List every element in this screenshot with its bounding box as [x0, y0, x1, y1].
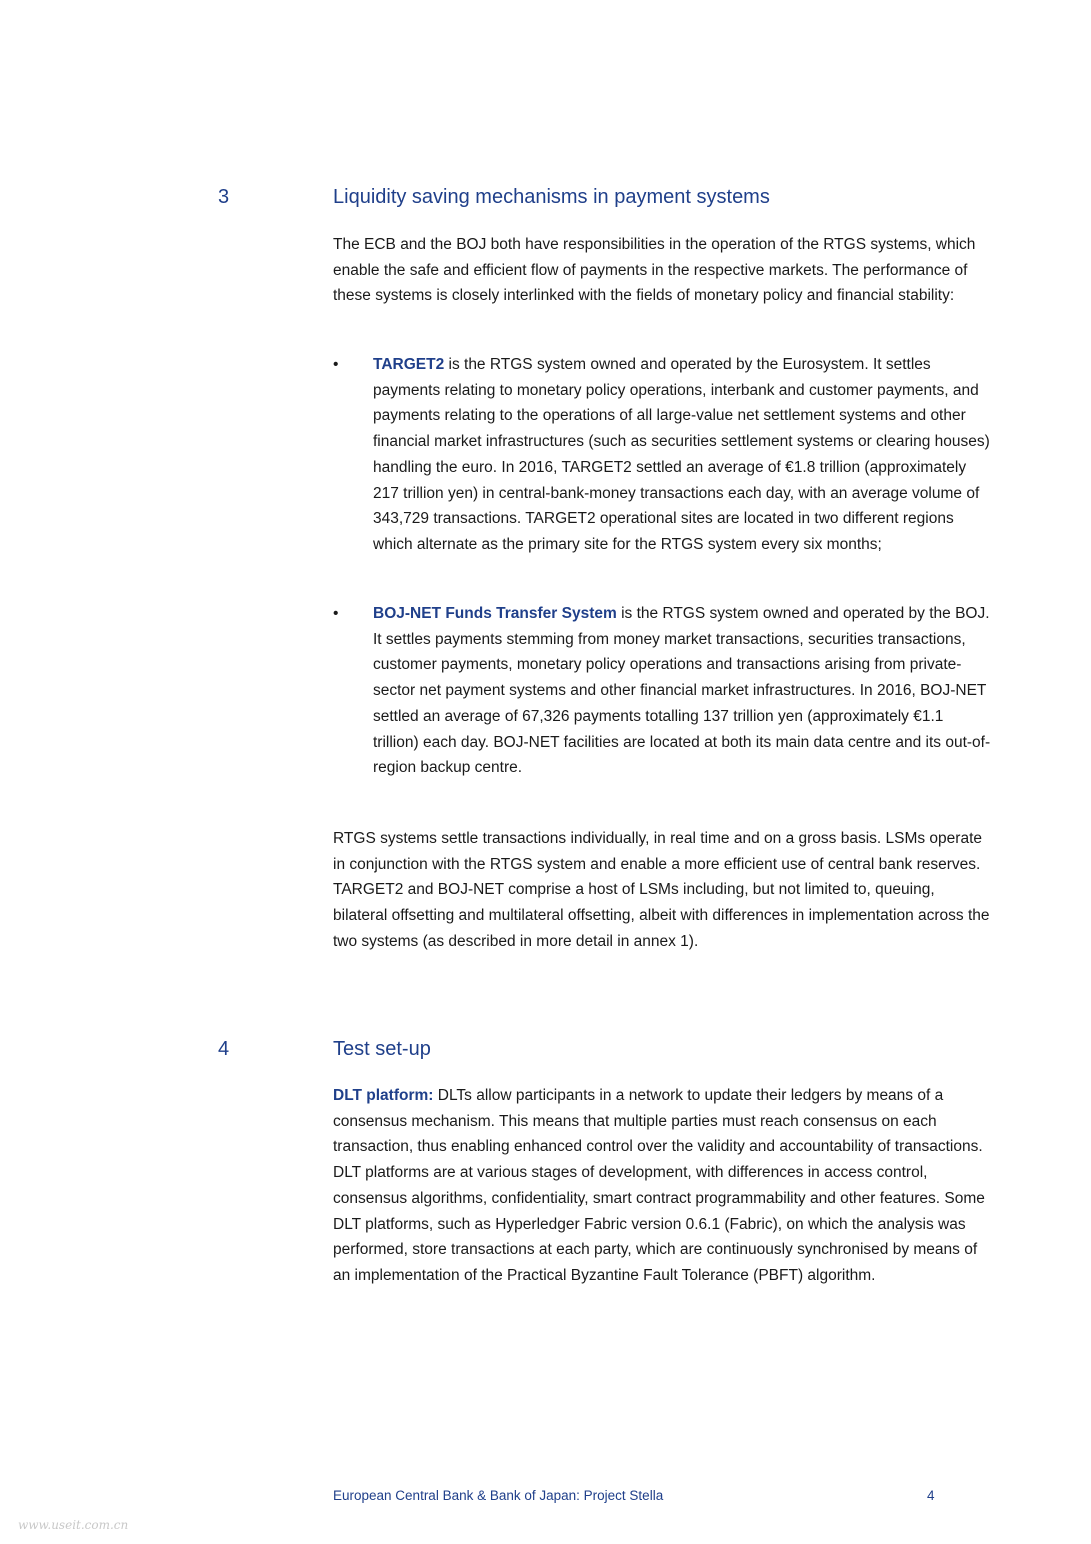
- dlt-platform-text: DLTs allow participants in a network to update their ledgers by means of a consensus mechanism. This means that multiple parties must reach consensus on each transaction, thus enabling enhanced control over the validity and accountability of transactions. DLT platforms are at various stages of development, with differences in access control, consensus algorithms, confidentiality, smart contract programmability and other features. Some DLT platforms, such as Hyperledger Fabric version 0.6.1 (Fabric), on which the analysis was performed, store transactions at each party, which are continuously synchronised by means of an implementation of the Practical Byzantine Fault Tolerance (PBFT) algorithm.: [333, 1087, 985, 1284]
- section-4-number: 4: [218, 1038, 230, 1060]
- bullet-target2-text: is the RTGS system owned and operated by the Eurosystem. It settles payments relating to monetary policy operations, interbank and customer payments, and payments relating to the operations of all large-value net settlement systems and other financial market infrastructures (such as securities settlement systems or clearing houses) handling the euro. In 2016, TARGET2 settled an average of €1.8 trillion (approximately 217 trillion yen) in central-bank-money transactions each day, with an average volume of 343,729 transactions. TARGET2 operational sites are located in two different regions which alternate as the primary site for the RTGS system every six months;: [373, 356, 990, 553]
- page-number: 4: [927, 1488, 935, 1503]
- term-dlt-platform: DLT platform:: [333, 1087, 434, 1104]
- bullet-marker: •: [333, 356, 339, 373]
- term-boj-net: BOJ-NET Funds Transfer System: [373, 605, 617, 622]
- footer-title: European Central Bank & Bank of Japan: Project Stella: [333, 1488, 664, 1503]
- section-3-title: Liquidity saving mechanisms in payment systems: [333, 186, 770, 208]
- bullet-boj-net-text: is the RTGS system owned and operated by the BOJ. It settles payments stemming from money market transactions, securities transactions, customer payments, monetary policy operations and transactions arising from private-sector net payment systems and other financial market infrastructures. In 2016, BOJ-NET settled an average of 67,326 payments totalling 137 trillion yen (approximately €1.1 trillion) each day. BOJ-NET facilities are located at both its main data centre and its out-of-region backup centre.: [373, 605, 991, 777]
- bullet-marker: •: [333, 605, 339, 622]
- section-3-number: 3: [218, 186, 230, 208]
- section-3-intro: The ECB and the BOJ both have responsibilities in the operation of the RTGS systems, which enable the safe and efficient flow of payments in the respective markets. The performance of these systems is closely interlinked with the fields of monetary policy and financial stability:: [333, 236, 976, 305]
- watermark: www.useit.com.cn: [18, 1518, 129, 1532]
- bullet-target2: [373, 352, 993, 558]
- section-4-title: Test set-up: [333, 1038, 431, 1060]
- section-4-dlt-paragraph: [333, 1083, 993, 1289]
- bullet-boj-net: [373, 601, 993, 781]
- section-3-closing: RTGS systems settle transactions individually, in real time and on a gross basis. LSMs operate in conjunction with the RTGS system and enable a more efficient use of central bank reserves. TARGET2 and BOJ-NET comprise a host of LSMs including, but not limited to, queuing, bilateral offsetting and multilateral offsetting, albeit with differences in implementation across the two systems (as described in more detail in annex 1).: [333, 830, 990, 950]
- term-target2: TARGET2: [373, 356, 445, 373]
